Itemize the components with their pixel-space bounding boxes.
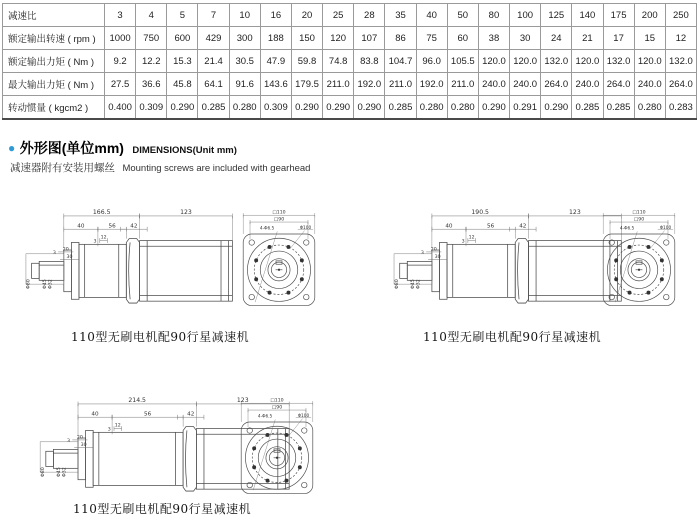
table-cell: 100: [510, 4, 541, 27]
section-header: [8, 138, 237, 158]
svg-text:56: 56: [487, 223, 495, 230]
table-cell: 300: [229, 27, 260, 50]
table-cell: 150: [291, 27, 322, 50]
row-label: 转动惯量 ( kgcm2 ): [3, 96, 105, 120]
table-cell: 0.280: [447, 96, 478, 120]
svg-text:Φ80: Φ80: [40, 467, 46, 477]
table-cell: 0.290: [167, 96, 198, 120]
table-cell: 12.2: [136, 50, 167, 73]
table-cell: 5: [167, 4, 198, 27]
bullet-icon: ●: [8, 141, 16, 155]
table-cell: 4: [136, 4, 167, 27]
table-cell: 211.0: [385, 73, 416, 96]
table-cell: 10: [229, 4, 260, 27]
svg-text:Φ100: Φ100: [659, 225, 672, 231]
table-cell: 600: [167, 27, 198, 50]
table-cell: 0.285: [603, 96, 634, 120]
svg-text:3: 3: [93, 239, 97, 245]
table-cell: 0.290: [541, 96, 572, 120]
table-cell: 264.0: [603, 73, 634, 96]
svg-text:123: 123: [180, 209, 192, 217]
table-cell: 264.0: [665, 73, 696, 96]
table-cell: 27.5: [105, 73, 136, 96]
svg-text:20: 20: [62, 247, 69, 253]
table-cell: 45.8: [167, 73, 198, 96]
spec-table: [2, 3, 697, 120]
table-cell: 0.290: [291, 96, 322, 120]
table-cell: 125: [541, 4, 572, 27]
svg-text:56: 56: [108, 223, 116, 230]
svg-text:□90: □90: [273, 217, 285, 223]
svg-text:□110: □110: [270, 398, 284, 404]
svg-text:3: 3: [420, 250, 424, 256]
table-cell: 83.8: [354, 50, 385, 73]
table-row: [3, 96, 697, 120]
side-view-drawing-2: [388, 197, 633, 327]
svg-text:Φ32: Φ32: [416, 279, 422, 289]
svg-text:30: 30: [434, 255, 441, 261]
table-cell: 21: [572, 27, 603, 50]
svg-text:190.5: 190.5: [471, 209, 489, 217]
svg-text:20: 20: [430, 247, 437, 253]
table-row: [3, 50, 697, 73]
svg-text:40: 40: [77, 223, 85, 230]
table-cell: 75: [416, 27, 447, 50]
table-cell: 0.280: [416, 96, 447, 120]
table-cell: 0.280: [229, 96, 260, 120]
drawing-caption-2: 110型无刷电机配90行星减速机: [423, 330, 602, 344]
table-row: [3, 27, 697, 50]
svg-text:4-Φ6.5: 4-Φ6.5: [619, 226, 635, 232]
table-cell: 140: [572, 4, 603, 27]
section-title-en: DIMENSIONS(Unit mm): [132, 145, 237, 156]
svg-text:42: 42: [130, 223, 138, 230]
svg-text:Φ32: Φ32: [48, 279, 54, 289]
table-cell: 15: [634, 27, 665, 50]
table-cell: 264.0: [541, 73, 572, 96]
table-cell: 0.280: [634, 96, 665, 120]
table-cell: 0.290: [354, 96, 385, 120]
table-cell: 188: [260, 27, 291, 50]
svg-text:3: 3: [67, 438, 71, 444]
svg-text:3: 3: [107, 427, 111, 433]
table-cell: 175: [603, 4, 634, 27]
table-cell: 35: [385, 4, 416, 27]
table-cell: 240.0: [634, 73, 665, 96]
front-view-drawing-1: [238, 205, 320, 314]
svg-text:Φ32: Φ32: [62, 467, 68, 477]
side-view-drawing-1: [20, 197, 244, 327]
svg-text:Φ80: Φ80: [394, 279, 400, 289]
table-cell: 0.285: [198, 96, 229, 120]
table-cell: 179.5: [291, 73, 322, 96]
table-cell: 240.0: [572, 73, 603, 96]
svg-text:□110: □110: [632, 210, 646, 216]
table-cell: 12: [665, 27, 696, 50]
svg-text:□90: □90: [633, 217, 645, 223]
svg-text:30: 30: [80, 443, 87, 449]
table-cell: 0.290: [478, 96, 509, 120]
svg-text:4-Φ6.5: 4-Φ6.5: [259, 226, 275, 232]
table-cell: 17: [603, 27, 634, 50]
svg-text:Φ100: Φ100: [299, 225, 312, 231]
table-cell: 7: [198, 4, 229, 27]
table-cell: 60: [447, 27, 478, 50]
table-cell: 3: [105, 4, 136, 27]
svg-text:42: 42: [187, 411, 195, 418]
table-row: [3, 73, 697, 96]
svg-text:42: 42: [519, 223, 527, 230]
svg-text:40: 40: [91, 411, 99, 418]
svg-text:166.5: 166.5: [92, 209, 111, 217]
front-view-drawing-2: [598, 205, 680, 314]
table-cell: 192.0: [354, 73, 385, 96]
table-cell: 132.0: [603, 50, 634, 73]
table-cell: 750: [136, 27, 167, 50]
table-cell: 120.0: [478, 50, 509, 73]
row-label: 额定输出转速 ( rpm ): [3, 27, 105, 50]
section-subtitle: [10, 158, 310, 176]
table-cell: 429: [198, 27, 229, 50]
svg-text:123: 123: [236, 397, 249, 405]
table-cell: 20: [291, 4, 322, 27]
table-cell: 28: [354, 4, 385, 27]
svg-text:12: 12: [468, 235, 475, 241]
table-cell: 211.0: [447, 73, 478, 96]
svg-text:Φ80: Φ80: [26, 279, 32, 289]
table-cell: 86: [385, 27, 416, 50]
table-cell: 59.8: [291, 50, 322, 73]
table-cell: 0.283: [665, 96, 696, 120]
table-cell: 40: [416, 4, 447, 27]
table-cell: 120.0: [572, 50, 603, 73]
table-cell: 240.0: [478, 73, 509, 96]
table-cell: 0.291: [510, 96, 541, 120]
section-subtitle-cn: 减速器附有安装用螺丝: [10, 162, 115, 174]
section-title-cn: 外形图(单位mm): [19, 140, 124, 156]
svg-text:20: 20: [76, 435, 83, 441]
table-cell: 0.309: [136, 96, 167, 120]
svg-text:40: 40: [445, 223, 453, 230]
svg-text:□90: □90: [271, 405, 283, 411]
table-cell: 16: [260, 4, 291, 27]
drawing-caption-3: 110型无刷电机配90行星减速机: [73, 502, 252, 516]
table-cell: 200: [634, 4, 665, 27]
table-cell: 0.400: [105, 96, 136, 120]
spec-table-body: [3, 4, 697, 120]
table-row: [3, 4, 697, 27]
table-cell: 50: [447, 4, 478, 27]
svg-text:56: 56: [144, 411, 152, 418]
table-cell: 211.0: [323, 73, 354, 96]
table-cell: 30: [510, 27, 541, 50]
table-cell: 192.0: [416, 73, 447, 96]
table-cell: 0.285: [572, 96, 603, 120]
svg-text:3: 3: [461, 239, 465, 245]
table-cell: 240.0: [510, 73, 541, 96]
svg-text:Φ45: Φ45: [57, 467, 63, 477]
table-cell: 1000: [105, 27, 136, 50]
table-cell: 47.9: [260, 50, 291, 73]
table-cell: 120.0: [634, 50, 665, 73]
row-label: 额定输出力矩 ( Nm ): [3, 50, 105, 73]
section-subtitle-en: Mounting screws are included with gearhead: [122, 163, 311, 174]
table-cell: 74.8: [323, 50, 354, 73]
table-cell: 64.1: [198, 73, 229, 96]
table-cell: 30.5: [229, 50, 260, 73]
table-cell: 0.290: [323, 96, 354, 120]
table-cell: 15.3: [167, 50, 198, 73]
table-cell: 0.309: [260, 96, 291, 120]
svg-text:Φ45: Φ45: [42, 279, 48, 289]
table-cell: 104.7: [385, 50, 416, 73]
svg-text:Φ45: Φ45: [410, 279, 416, 289]
table-cell: 96.0: [416, 50, 447, 73]
table-cell: 132.0: [665, 50, 696, 73]
drawing-caption-1: 110型无刷电机配90行星减速机: [71, 330, 250, 344]
svg-text:3: 3: [52, 250, 56, 256]
table-cell: 120: [323, 27, 354, 50]
table-cell: 80: [478, 4, 509, 27]
table-cell: 120.0: [510, 50, 541, 73]
front-view-drawing-3: [236, 393, 318, 502]
svg-text:Φ100: Φ100: [297, 413, 310, 419]
table-cell: 38: [478, 27, 509, 50]
table-cell: 250: [665, 4, 696, 27]
svg-text:4-Φ6.5: 4-Φ6.5: [257, 414, 273, 420]
table-cell: 105.5: [447, 50, 478, 73]
table-cell: 107: [354, 27, 385, 50]
table-cell: 143.6: [260, 73, 291, 96]
table-cell: 0.285: [385, 96, 416, 120]
row-label: 减速比: [3, 4, 105, 27]
svg-text:214.5: 214.5: [128, 397, 146, 405]
table-cell: 91.6: [229, 73, 260, 96]
svg-text:12: 12: [114, 423, 121, 429]
table-cell: 36.6: [136, 73, 167, 96]
svg-text:12: 12: [100, 235, 107, 241]
table-cell: 21.4: [198, 50, 229, 73]
table-cell: 25: [323, 4, 354, 27]
svg-text:123: 123: [569, 209, 581, 217]
table-cell: 132.0: [541, 50, 572, 73]
svg-text:30: 30: [66, 255, 73, 261]
svg-text:□110: □110: [272, 210, 286, 216]
table-cell: 9.2: [105, 50, 136, 73]
table-cell: 24: [541, 27, 572, 50]
row-label: 最大输出力矩 ( Nm ): [3, 73, 105, 96]
